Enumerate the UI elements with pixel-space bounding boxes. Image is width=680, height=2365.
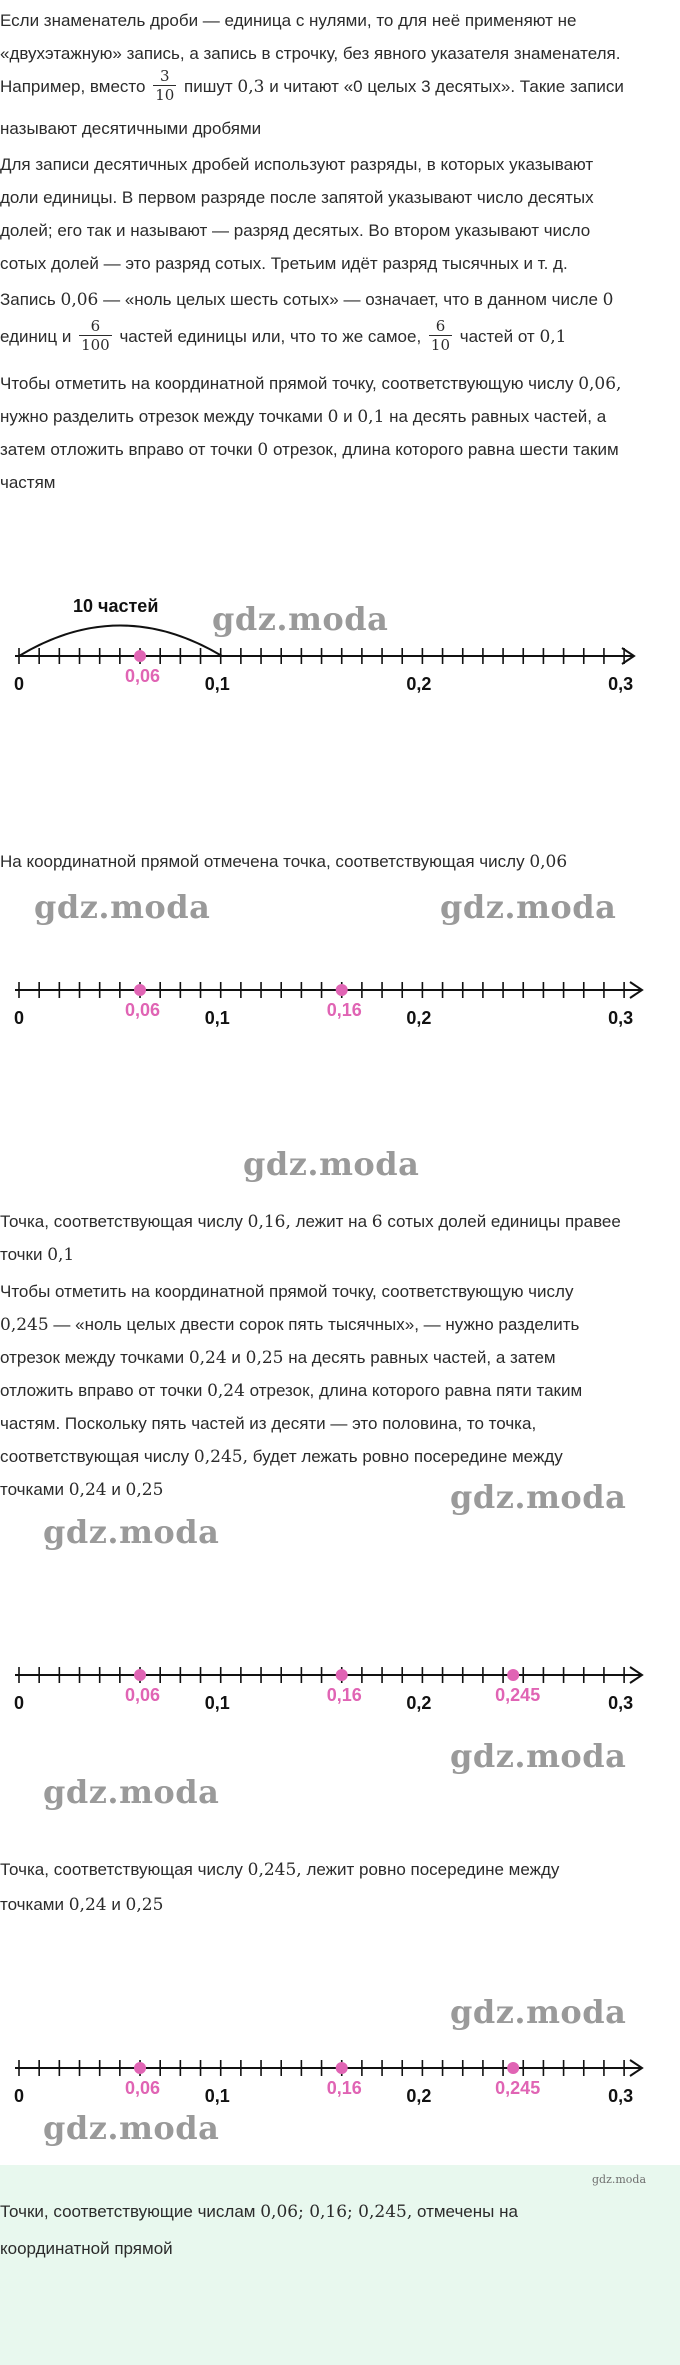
point-label: 0,06 (125, 1685, 161, 1705)
text-span: точками (0, 1480, 64, 1499)
tick-label: 0,2 (406, 674, 432, 694)
text-span: Точки, соответствующие числам (0, 2202, 256, 2221)
text-span: отложить вправо от точки (0, 1381, 203, 1400)
text-span: будет лежать ровно посередине между (252, 1447, 563, 1466)
watermark: gdz.moda (450, 1478, 627, 1516)
text-span: Например, вместо (0, 77, 146, 96)
para-4-line-4: частям (0, 473, 56, 492)
text-span: нужно разделить отрезок между точками (0, 407, 323, 426)
text-span: — «ноль целых шесть сотых» — означает, что в данном числе (103, 290, 598, 309)
para-2-line-1: Для записи десятичных дробей используют разряды, в которых указывают (0, 155, 594, 174)
text-span: Запись (0, 290, 56, 309)
brace-label: 10 частей (73, 596, 159, 616)
math-span: 0,16, (247, 1212, 291, 1232)
math-span: 0 (327, 407, 339, 427)
text-span: частей от (459, 327, 535, 346)
para-4-line-3 (0, 433, 676, 467)
number-line-2 (0, 955, 680, 1035)
point-label: 0,245 (495, 2078, 541, 2098)
fraction-numerator: 3 (159, 66, 170, 85)
para-2-line-3: долей; его так и называют — разряд десятых. Во втором указывают число (0, 221, 591, 240)
para-6-line-5: частям. Поскольку пять частей из десяти — это половина, то точка, (0, 1414, 537, 1433)
tick-label: 0,3 (608, 1008, 634, 1028)
tick-label: 0,3 (608, 674, 634, 694)
tick-label: 0,2 (406, 2086, 432, 2106)
text-span: и (231, 1348, 241, 1367)
point-marker (134, 2062, 146, 2074)
math-span: 0,1 (357, 407, 385, 427)
fraction-3-10 (153, 66, 176, 104)
text-span: и (343, 407, 353, 426)
text-span: — «ноль целых двести сорок пять тысячных», — нужно разделить (53, 1315, 580, 1334)
tick-label: 0,2 (406, 1008, 432, 1028)
math-span: 0,25 (125, 1480, 164, 1500)
answer-block (0, 2165, 680, 2365)
text-2 (0, 845, 676, 879)
watermark: gdz.moda (43, 1773, 220, 1811)
number-line-4 (0, 2033, 680, 2113)
text-span: затем отложить вправо от точки (0, 440, 253, 459)
text-span: отрезок, длина которого равна шести таким (272, 440, 619, 459)
text-span: точками (0, 1895, 64, 1914)
math-span: 0 (257, 440, 269, 460)
para-6-line-1: Чтобы отметить на координатной прямой точку, соответствующую числу (0, 1282, 574, 1301)
tick-label: 0,3 (608, 2086, 634, 2106)
math-span: 0,1 (47, 1245, 75, 1265)
watermark: gdz.moda (243, 1145, 420, 1183)
text-span: отрезок между точками (0, 1348, 185, 1367)
point-marker (507, 1669, 519, 1681)
para-6-line-4 (0, 1374, 676, 1408)
para-3-line-2 (0, 316, 676, 355)
watermark-small: gdz.moda (592, 2173, 647, 2186)
text-span: на десять равных частей, а затем (288, 1348, 556, 1367)
point-marker (507, 2062, 519, 2074)
math-span: 0,1 (539, 327, 567, 347)
watermark: gdz.moda (450, 1737, 627, 1775)
text-span: на десять равных частей, а (389, 407, 607, 426)
math-span: 0 (602, 290, 614, 310)
math-span: 0,25 (245, 1348, 284, 1368)
point-marker (134, 984, 146, 996)
watermark: gdz.moda (34, 888, 211, 926)
fraction-numerator: 6 (90, 316, 101, 335)
watermark: gdz.moda (43, 1513, 220, 1551)
tick-label: 0,1 (204, 2086, 230, 2106)
math-span: 0,06; 0,16; 0,245, (260, 2202, 413, 2222)
text-span: пишут (184, 77, 233, 96)
text-span: точки (0, 1245, 43, 1264)
para-7-line-2 (0, 1888, 676, 1922)
para-6-line-6 (0, 1440, 676, 1474)
math-span: 0,06 (60, 290, 99, 310)
para-5-line-1 (0, 1205, 676, 1239)
fraction-denominator: 10 (430, 335, 451, 354)
point-label: 0,16 (326, 1000, 362, 1020)
para-5-line-2 (0, 1238, 676, 1272)
point-marker (336, 1669, 348, 1681)
para-7-line-1 (0, 1853, 676, 1887)
tick-label: 0,3 (608, 1693, 634, 1713)
fraction-6-10 (429, 316, 452, 354)
watermark: gdz.moda (43, 2109, 220, 2147)
text-span: отмечены на (417, 2202, 518, 2221)
watermark: gdz.moda (440, 888, 617, 926)
text-span: отрезок, длина которого равна пяти таким (249, 1381, 583, 1400)
answer-line-2: координатной прямой (0, 2239, 173, 2258)
math-span: 0,06 (529, 852, 568, 872)
point-label: 0,06 (125, 1000, 161, 1020)
para-4-line-2 (0, 400, 676, 434)
math-span: 0,25 (125, 1895, 164, 1915)
math-span: 6 (371, 1212, 383, 1232)
math-span: 0,06, (578, 374, 622, 394)
tick-label: 0,1 (204, 674, 230, 694)
para-6-line-2 (0, 1308, 676, 1342)
para-1-line-4: называют десятичными дробями (0, 119, 262, 138)
point-label: 0,245 (495, 1685, 541, 1705)
para-1-line-3 (0, 66, 676, 105)
text-span: Чтобы отметить на координатной прямой точку, соответствующую числу (0, 374, 574, 393)
text-span: и (111, 1480, 121, 1499)
para-4-line-1 (0, 367, 676, 401)
tick-label: 0,1 (204, 1693, 230, 1713)
para-6-line-3 (0, 1341, 676, 1375)
math-span: 0,245, (247, 1860, 302, 1880)
math-span: 0,24 (207, 1381, 245, 1401)
tick-label: 0 (14, 1008, 25, 1028)
para-2-line-2: доли единицы. В первом разряде после запятой указывают число десятых (0, 188, 594, 207)
math-span: 0,3 (237, 77, 265, 97)
text-span: лежит ровно посередине между (306, 1860, 560, 1879)
text-span: единиц и (0, 327, 72, 346)
point-label: 0,16 (326, 2078, 362, 2098)
point-marker (134, 650, 146, 662)
math-span: 0,24 (68, 1895, 107, 1915)
text-span: частей единицы или, что то же самое, (119, 327, 422, 346)
point-label: 0,06 (125, 2078, 161, 2098)
fraction-6-100 (79, 316, 112, 354)
fraction-denominator: 10 (155, 85, 175, 104)
tick-label: 0,1 (204, 1008, 230, 1028)
text-span: Точка, соответствующая числу (0, 1212, 243, 1231)
point-marker (336, 2062, 348, 2074)
point-label: 0,16 (326, 1685, 362, 1705)
watermark: gdz.moda (212, 600, 389, 638)
point-marker (134, 1669, 146, 1681)
tick-label: 0 (14, 2086, 25, 2106)
text-span: и (111, 1895, 121, 1914)
math-span: 0,24 (68, 1480, 107, 1500)
tick-label: 0 (14, 674, 25, 694)
number-line-3 (0, 1640, 680, 1720)
text-span: На координатной прямой отмечена точка, соответствующая числу (0, 852, 525, 871)
text-span: Точка, соответствующая числу (0, 1860, 243, 1879)
fraction-numerator: 6 (435, 316, 446, 335)
text-span: и читают «0 целых 3 десятых». Такие записи (269, 77, 624, 96)
math-span: 0,24 (188, 1348, 227, 1368)
text-span: сотых долей единицы правее (387, 1212, 621, 1231)
para-1-line-1: Если знаменатель дроби — единица с нулями, то для неё применяют не (0, 11, 577, 30)
para-2-line-4: сотых долей — это разряд сотых. Третьим идёт разряд тысячных и т. д. (0, 254, 568, 273)
point-label: 0,06 (125, 666, 161, 686)
para-1-line-2: «двухэтажную» запись, а запись в строчку, без явного указателя знаменателя. (0, 44, 621, 63)
watermark: gdz.moda (450, 1993, 627, 2031)
text-span: соответствующая числу (0, 1447, 190, 1466)
math-span: 0,245, (193, 1447, 248, 1467)
math-span: 0,245 (0, 1315, 49, 1335)
answer-line-1 (0, 2195, 676, 2229)
tick-label: 0,2 (406, 1693, 432, 1713)
text-span: лежит на (295, 1212, 368, 1231)
point-marker (336, 984, 348, 996)
para-3-line-1 (0, 283, 676, 317)
tick-label: 0 (14, 1693, 25, 1713)
fraction-denominator: 100 (81, 335, 110, 354)
